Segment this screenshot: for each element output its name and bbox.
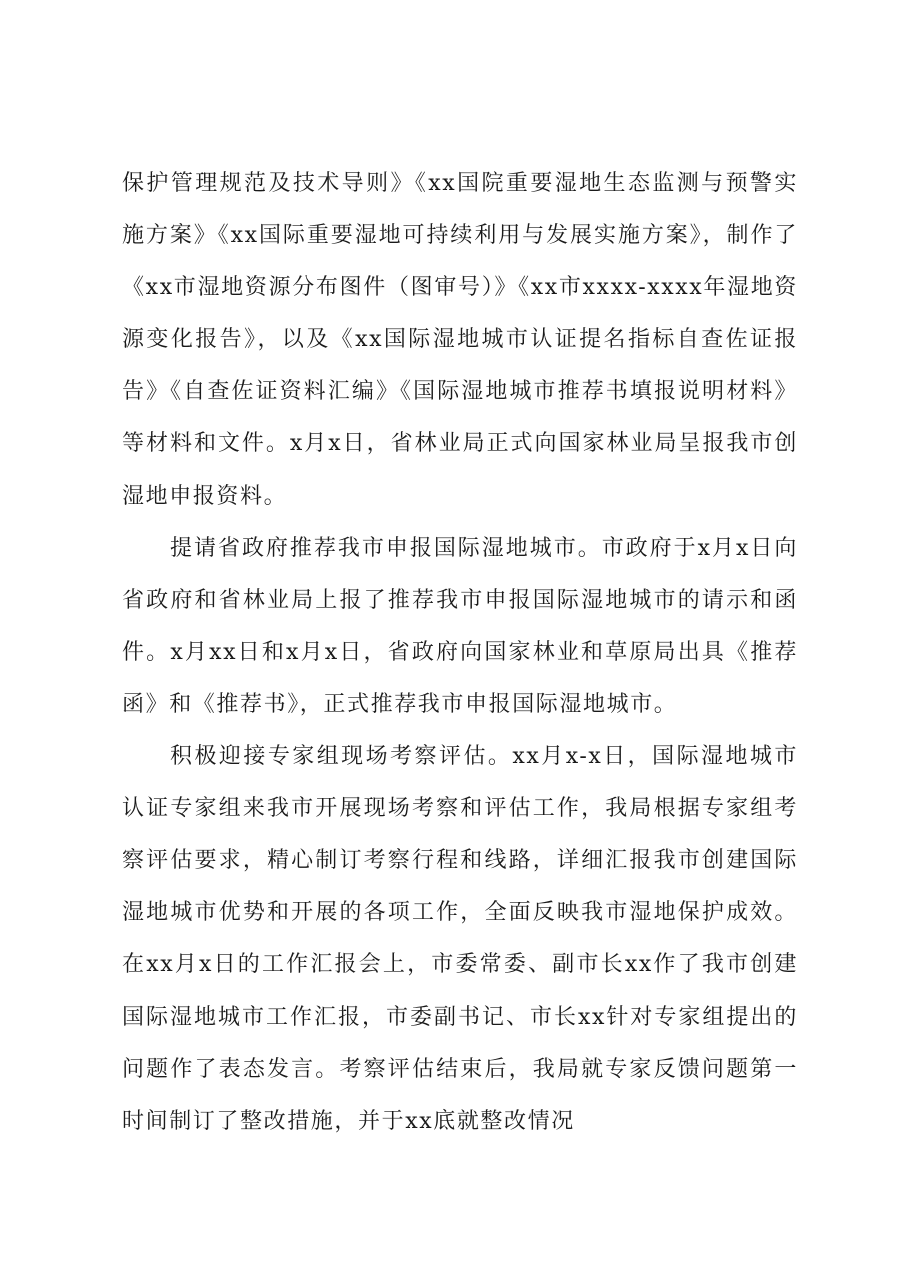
paragraph-expert-evaluation: 积极迎接专家组现场考察评估。xx月x-x日，国际湿地城市认证专家组来我市开展现场考察和评估工作，我局根据专家组考察评估要求，精心制订考察行程和线路，详细汇报我市创建国际湿地城市优势和开展的各项工作，全面反映我市湿地保护成效。在xx月x日的工作汇报会上，市委常委、副市长xx作了我市创建国际湿地城市工作汇报，市委副书记、市长xx针对专家组提出的问题作了表态发言。考察评估结束后，我局就专家反馈问题第一时间制订了整改措施，并于xx底就整改情况 — [122, 744, 798, 1134]
paragraph-provincial-recommendation: 提请省政府推荐我市申报国际湿地城市。市政府于x月x日向省政府和省林业局上报了推荐我市申报国际湿地城市的请示和函件。x月xx日和x月x日，省政府向国家林业和草原局出具《推荐函》和《推荐书》，正式推荐我市申报国际湿地城市。 — [122, 535, 798, 717]
document-body — [122, 158, 798, 1148]
paragraph-continuation: 保护管理规范及技术导则》《xx国院重要湿地生态监测与预警实施方案》《xx国际重要湿地可持续利用与发展实施方案》，制作了《xx市湿地资源分布图件（图审号）》《xx市xxxx-xxxx年湿地资源变化报告》，以及《xx国际湿地城市认证提名指标自查佐证报告》《自查佐证资料汇编》《国际湿地城市推荐书填报说明材料》等材料和文件。x月x日，省林业局正式向国家林业局呈报我市创湿地申报资料。 — [122, 171, 798, 509]
